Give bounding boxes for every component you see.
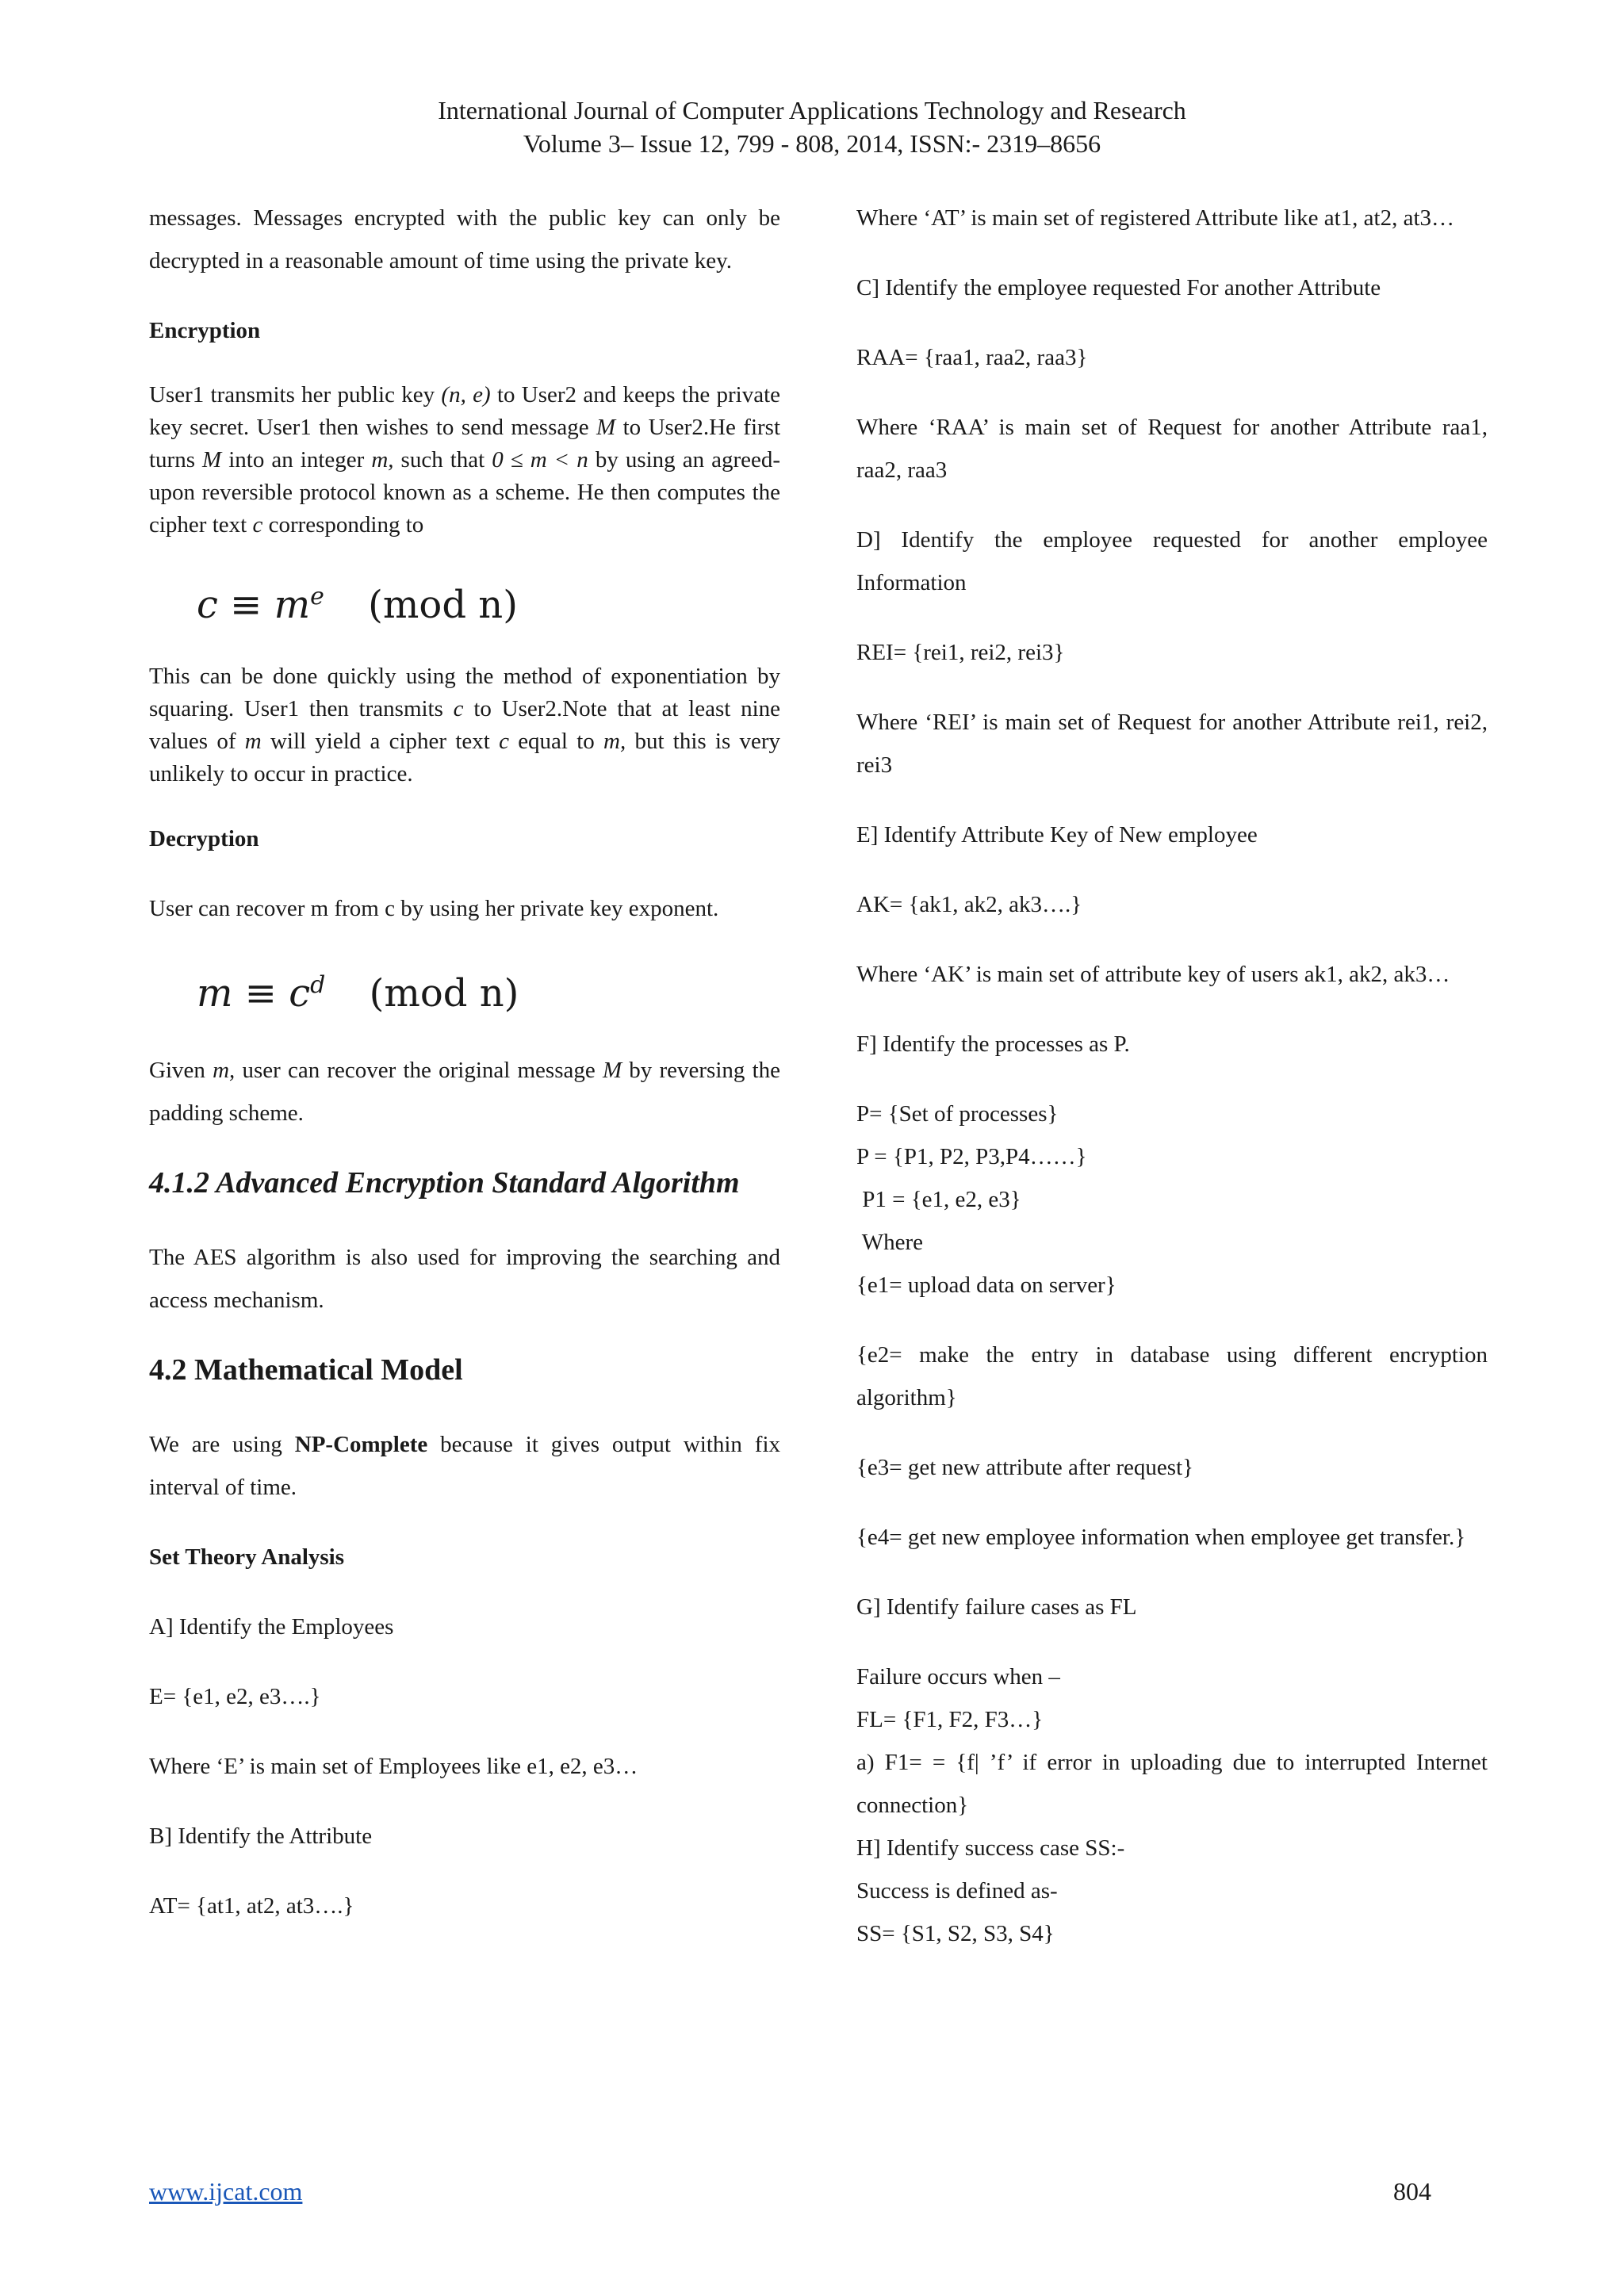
journal-title: International Journal of Computer Applications Technology and Research [438, 96, 1186, 124]
process-e4: {e4= get new employee information when employee get transfer.} [856, 1525, 1466, 1550]
squaring-paragraph: This can be done quickly using the method of exponentiation by squaring. User1 then transmits c to User2.Note that at least nine values of m will yield a cipher text c equal to m, but this is very unlikely to occur in practice. [149, 664, 781, 786]
item-a-title: A] Identify the Employees [149, 1614, 394, 1640]
at-where: Where ‘AT’ is main set of registered Attribute like at1, at2, at3… [856, 205, 1455, 231]
failure-line: FL= {F1, F2, F3…} [856, 1707, 1044, 1732]
intro-paragraph: messages. Messages encrypted with the public key can only be decrypted in a reasonable amount of time using the private key. [149, 205, 780, 274]
process-line: P= {Set of processes} [856, 1101, 1059, 1127]
item-d-where: Where ‘REI’ is main set of Request for another Attribute rei1, rei2, rei3 [856, 710, 1488, 778]
item-e-where: Where ‘AK’ is main set of attribute key of users ak1, ak2, ak3… [856, 962, 1450, 987]
item-b-title: B] Identify the Attribute [149, 1823, 373, 1849]
item-e-title: E] Identify Attribute Key of New employee [856, 822, 1258, 848]
encryption-paragraph: User1 transmits her public key (n, e) to User2 and keeps the private key secret. User1 then wishes to send message M to User2.He first turns M into an integer m, such that 0 ≤ m < n by using an agreed-upon reversible protocol known as a scheme. He then computes the cipher text c corresponding to [149, 382, 781, 538]
item-a-where: Where ‘E’ is main set of Employees like e1, e2, e3… [149, 1754, 638, 1779]
process-line: P = {P1, P2, P3,P4……} [856, 1144, 1087, 1169]
set-theory-heading: Set Theory Analysis [149, 1544, 345, 1570]
item-c-set: RAA= {raa1, raa2, raa3} [856, 345, 1088, 370]
item-b-set: AT= {at1, at2, at3….} [149, 1893, 354, 1919]
item-g-title: G] Identify failure cases as FL [856, 1594, 1137, 1620]
success-line: Success is defined as- [856, 1878, 1058, 1904]
journal-website-link[interactable]: www.ijcat.com [149, 2177, 303, 2206]
item-d-title: D] Identify the employee requested for another employee Information [856, 527, 1488, 595]
failure-line: Failure occurs when – [856, 1664, 1060, 1689]
given-paragraph: Given m, user can recover the original message M by reversing the padding scheme. [149, 1058, 780, 1126]
np-complete-paragraph: We are using NP-Complete because it gives output within fix interval of time. [149, 1432, 781, 1500]
encryption-heading: Encryption [149, 318, 261, 343]
item-c-where: Where ‘RAA’ is main set of Request for another Attribute raa1, raa2, raa3 [856, 415, 1488, 483]
journal-volume: Volume 3– Issue 12, 799 - 808, 2014, ISSN:- 2319–8656 [523, 129, 1101, 158]
process-line: {e1= upload data on server} [856, 1272, 1116, 1298]
decryption-heading: Decryption [149, 826, 259, 851]
right-column [856, 197, 1488, 1982]
item-c-title: C] Identify the employee requested For another Attribute [856, 275, 1381, 300]
decryption-equation: $m \equiv c^d$ (mod n) [197, 971, 519, 1016]
item-d-set: REI= {rei1, rei2, rei3} [856, 640, 1065, 665]
aes-paragraph: The AES algorithm is also used for improving the searching and access mechanism. [149, 1245, 780, 1313]
process-line: Where [856, 1230, 923, 1255]
success-line: H] Identify success case SS:- [856, 1835, 1125, 1861]
encryption-equation: $c \equiv m^e$ (mod n) [197, 583, 518, 627]
item-f-title: F] Identify the processes as P. [856, 1031, 1130, 1057]
aes-section-heading: 4.1.2 Advanced Encryption Standard Algorithm [149, 1166, 740, 1200]
item-e-set: AK= {ak1, ak2, ak3….} [856, 892, 1082, 917]
success-line: SS= {S1, S2, S3, S4} [856, 1921, 1055, 1946]
process-line: P1 = {e1, e2, e3} [856, 1187, 1021, 1212]
left-column [149, 197, 780, 1927]
item-a-set: E= {e1, e2, e3….} [149, 1684, 321, 1709]
page-number: 804 [1393, 2177, 1431, 2206]
process-e2: {e2= make the entry in database using different encryption algorithm} [856, 1342, 1488, 1410]
failure-line: a) F1= = {f| ’f’ if error in uploading due to interrupted Internet connection} [856, 1750, 1488, 1818]
process-e3: {e3= get new attribute after request} [856, 1455, 1194, 1480]
decryption-paragraph: User can recover m from c by using her private key exponent. [149, 896, 719, 921]
journal-header [0, 94, 1624, 160]
failure-list [856, 1655, 1488, 1955]
processes-list [856, 1093, 1488, 1307]
math-model-heading: 4.2 Mathematical Model [149, 1353, 463, 1387]
